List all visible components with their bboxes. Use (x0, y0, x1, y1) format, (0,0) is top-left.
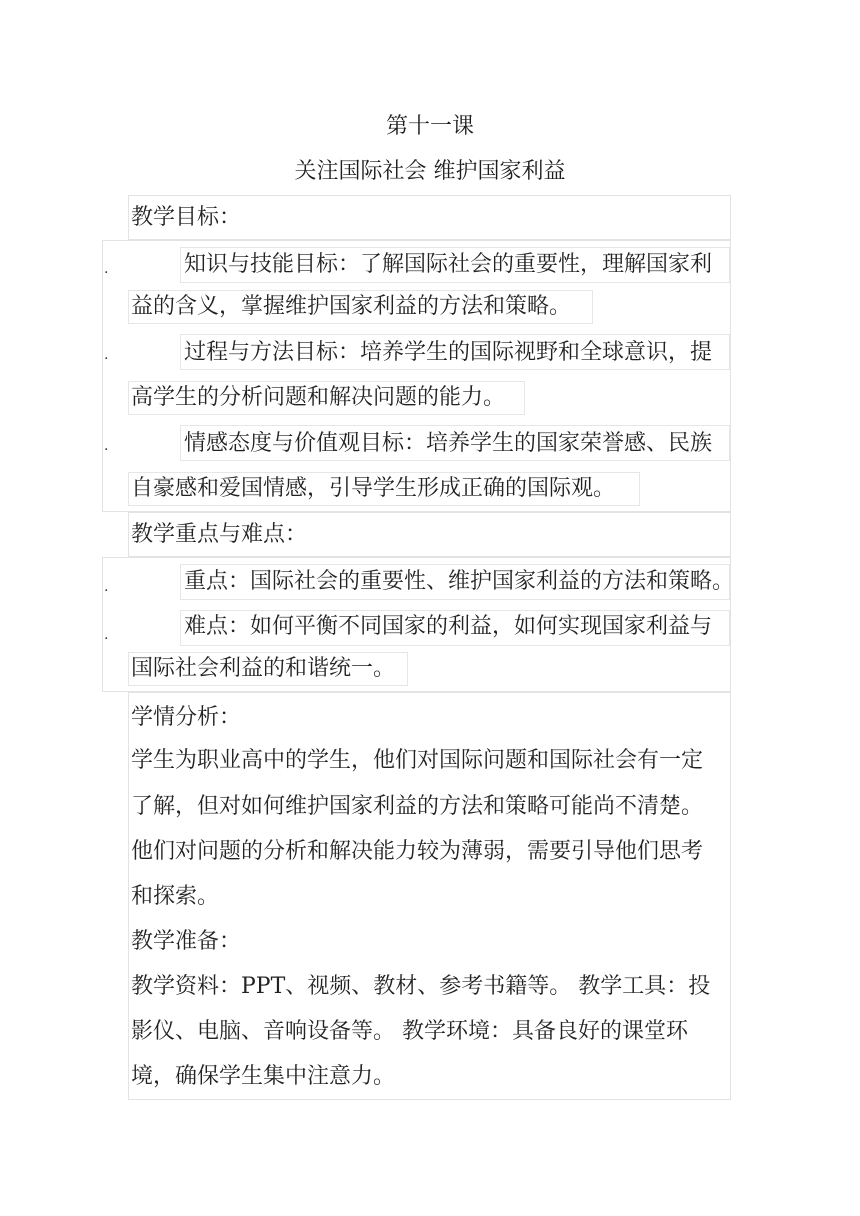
list-bullet: . (104, 579, 109, 595)
lesson-subtitle: 关注国际社会 维护国家利益 (294, 159, 566, 184)
list-bullet: . (104, 347, 109, 363)
analysis-line-4: 和探索。 (131, 884, 220, 909)
objectives-heading: 教学目标： (131, 205, 242, 230)
keypoints-heading: 教学重点与难点： (131, 522, 308, 547)
preparation-line-1: 教学资料：PPT、视频、教材、参考书籍等。 教学工具：投 (131, 974, 711, 999)
objective-2-line-1: 过程与方法目标：培养学生的国际视野和全球意识，提 (184, 340, 713, 365)
list-bullet: . (104, 438, 109, 454)
analysis-line-1: 学生为职业高中的学生，他们对国际问题和国际社会有一定 (131, 748, 704, 773)
preparation-line-2: 影仪、电脑、音响设备等。 教学环境：具备良好的课堂环 (131, 1019, 688, 1044)
analysis-line-3: 他们对问题的分析和解决能力较为薄弱，需要引导他们思考 (131, 839, 704, 864)
objective-1-line-2: 益的含义，掌握维护国家利益的方法和策略。 (131, 294, 572, 319)
keypoint-2-line-2: 国际社会利益的和谐统一。 (131, 656, 396, 681)
objective-1-line-1: 知识与技能目标：了解国际社会的重要性，理解国家利 (184, 252, 713, 277)
objective-3-line-1: 情感态度与价值观目标：培养学生的国家荣誉感、民族 (184, 431, 713, 456)
analysis-line-2: 了解，但对如何维护国家利益的方法和策略可能尚不清楚。 (131, 794, 704, 819)
keypoint-1-line-1: 重点：国际社会的重要性、维护国家利益的方法和策略。 (184, 569, 735, 594)
keypoint-2-line-1: 难点：如何平衡不同国家的利益，如何实现国家利益与 (184, 614, 713, 639)
list-bullet: . (104, 627, 109, 643)
objective-3-line-2: 自豪感和爱国情感，引导学生形成正确的国际观。 (131, 476, 616, 501)
objective-2-line-2: 高学生的分析问题和解决问题的能力。 (131, 385, 506, 410)
lesson-title: 第十一课 (385, 114, 474, 139)
preparation-heading: 教学准备： (131, 929, 242, 954)
list-bullet: . (104, 261, 109, 277)
preparation-line-3: 境，确保学生集中注意力。 (131, 1064, 396, 1089)
analysis-heading: 学情分析： (131, 705, 242, 730)
